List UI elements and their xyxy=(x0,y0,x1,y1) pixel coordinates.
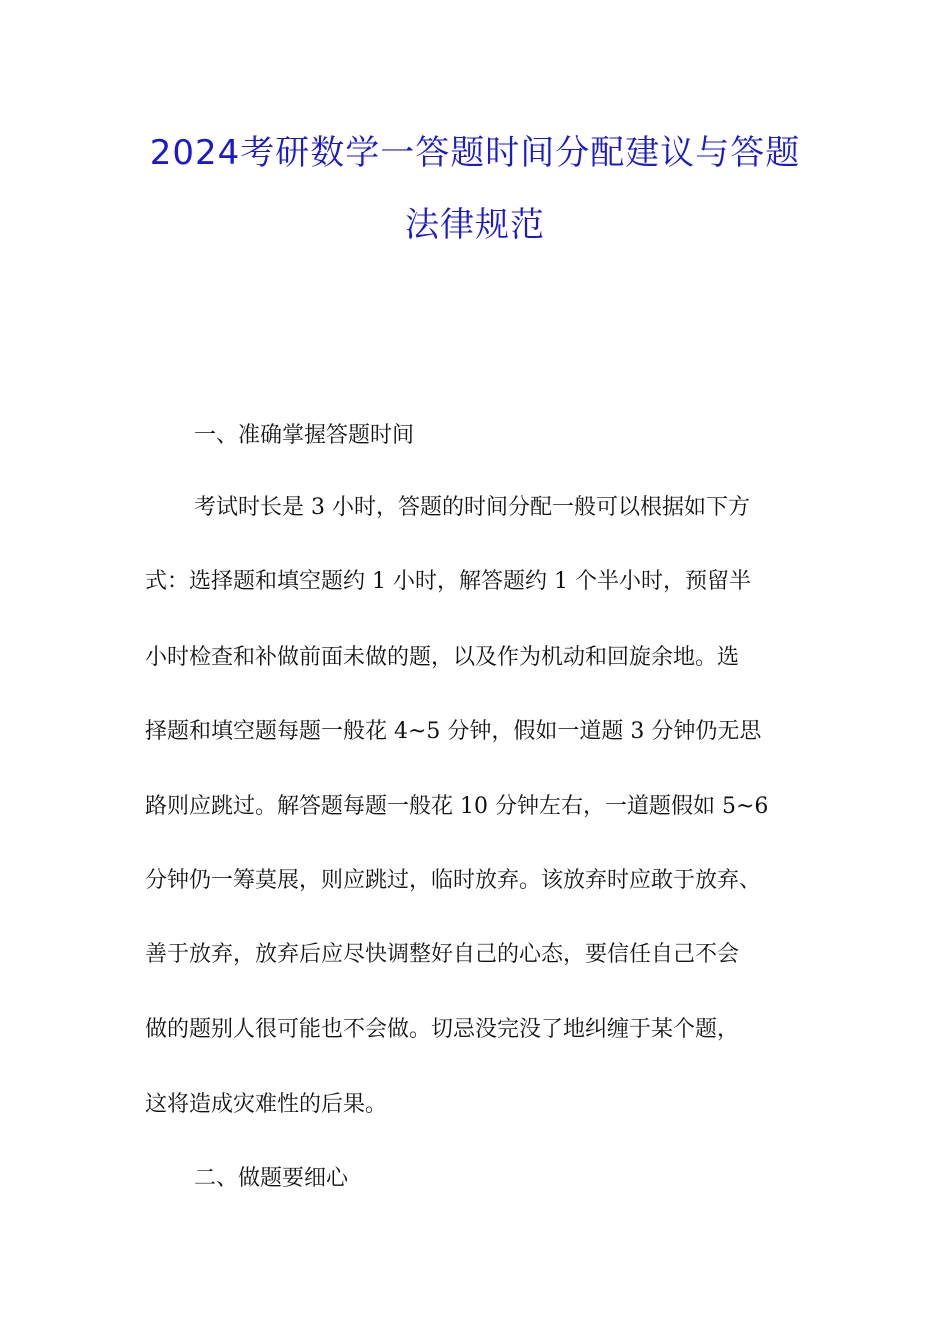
paragraph-line: 择题和填空题每题一般花 4~5 分钟，假如一道题 3 分钟仍无思 xyxy=(145,719,762,744)
paragraph-line: 做的题别人很可能也不会做。切忌没完没了地纠缠于某个题， xyxy=(145,1017,740,1042)
document-title-line-1: 2024考研数学一答题时间分配建议与答题 xyxy=(149,133,801,173)
paragraph-line: 善于放弃，放弃后应尽快调整好自己的心态，要信任自己不会 xyxy=(145,942,740,967)
paragraph-line: 分钟仍一筹莫展，则应跳过，临时放弃。该放弃时应敢于放弃、 xyxy=(145,868,762,893)
section-heading-2: 二、做题要细心 xyxy=(194,1166,349,1191)
paragraph-line: 这将造成灾难性的后果。 xyxy=(145,1092,388,1117)
paragraph-line: 考试时长是 3 小时，答题的时间分配一般可以根据如下方 xyxy=(194,495,750,520)
paragraph-line: 式：选择题和填空题约 1 小时，解答题约 1 个半小时，预留半 xyxy=(145,569,751,594)
section-heading-1: 一、准确掌握答题时间 xyxy=(194,423,415,448)
paragraph-line: 路则应跳过。解答题每题一般花 10 分钟左右，一道题假如 5~6 xyxy=(145,794,769,819)
paragraph-line: 小时检查和补做前面未做的题，以及作为机动和回旋余地。选 xyxy=(145,645,740,670)
document-title-line-2: 法律规范 xyxy=(405,205,545,245)
